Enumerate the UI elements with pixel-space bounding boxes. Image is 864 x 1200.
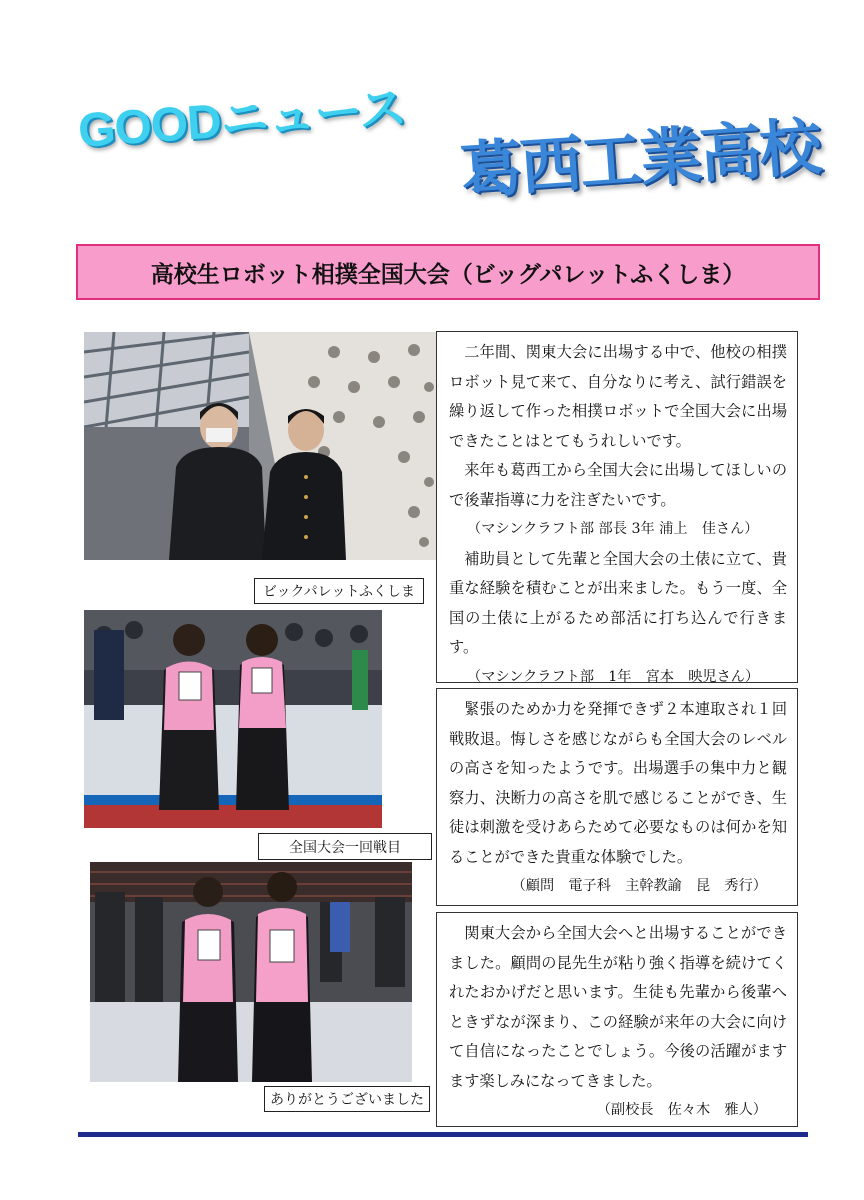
signature: （マシンクラフト部 部長 3年 浦上 佳さん） [467, 521, 759, 537]
paragraph: 二年間、関東大会に出場する中で、他校の相撲ロボット見て来て、自分なりに考え、試行錯誤を繰り返して作った相撲ロボットで全国大会に出場できたことはとてもうれしいです。 [449, 343, 787, 450]
goodnews-wordart: GOODニュース [76, 82, 408, 158]
photo-caption-venue: ビックパレットふくしま [254, 578, 424, 604]
photo-thanks-image [90, 862, 412, 1082]
headline-title: 高校生ロボット相撲全国大会（ビッグパレットふくしま） [150, 261, 746, 288]
school-name-wordart: 葛西工業高校 [457, 109, 823, 208]
footer-rule [78, 1132, 808, 1137]
paragraph: 関東大会から全国大会へと出場することができました。顧問の昆先生が粘り強く指導を続けてくれたおかげだと思います。生徒も先輩から後輩へときずなが深まり、この経験が来年の大会に向けて自信になったことでしょう。今後の活躍がますます楽しみになってきました。 [449, 924, 787, 1090]
photo-venue [84, 332, 436, 560]
photo-caption-thanks: ありがとうございました [264, 1086, 430, 1112]
photo-caption-match: 全国大会一回戦目 [258, 833, 432, 860]
photo-thanks [90, 862, 412, 1082]
article-box-advisor [436, 688, 798, 906]
paragraph: 緊張のためか力を発揮できず２本連取され１回戦敗退。悔しさを感じながらも全国大会のレベルの高さを知ったようです。出場選手の集中力と観察力、決断力の高さを肌で感じることができ、生徒は刺激を受けあらためて必要なものは何かを知ることができた貴重な体験でした。 [449, 700, 787, 866]
article-box-vice-principal [436, 912, 798, 1127]
headline-banner [76, 244, 820, 300]
signature: （副校長 佐々木 雅人） [596, 1102, 767, 1118]
photo-venue-image [84, 332, 436, 560]
paragraph: 補助員として先輩と全国大会の土俵に立て、貴重な経験を積むことが出来ました。もう一度、全国の土俵に上がるため部活に打ち込んで行きます。 [449, 549, 787, 656]
signature: （顧問 電子科 主幹教諭 昆 秀行） [511, 878, 767, 894]
paragraph: 来年も葛西工から全国大会に出場してほしいので後輩指導に力を注ぎたいです。 [449, 461, 787, 509]
signature: （マシンクラフト部 1年 宮本 映児さん） [467, 668, 760, 685]
photo-match [84, 610, 382, 828]
article-box-students [436, 331, 798, 683]
photo-match-image [84, 610, 382, 828]
